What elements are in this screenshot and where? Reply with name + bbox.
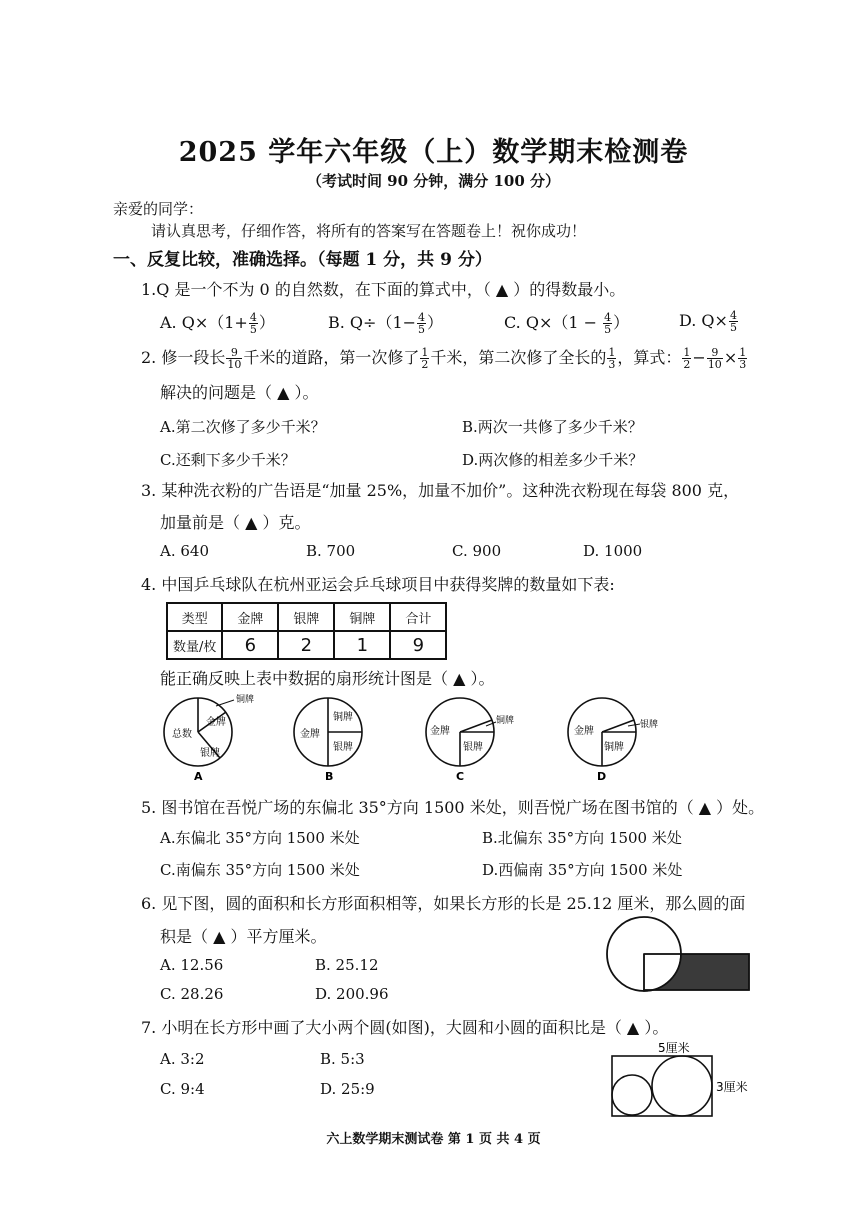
instruction: 请认真思考，仔细作答，将所有的答案写在答题卷上！祝你成功！ [151,222,587,240]
q2-stem: 2. 修一段长 $\frac{9}{10}$ 千米的道路，第一次修了 $\frac{1}{2}$ 千米，第二次修了全长的 $\frac{1}{3}$ ，算式： $\frac{1}{2}$ − $\frac{9}{10}$ × $\frac{1}{3}$ [141,346,747,371]
q5-option-a: A.东偏北 35°方向 1500 米处 [160,829,360,847]
q3-line2: 加量前是（ ▲ ）克。 [160,513,311,532]
medal-table [166,602,447,660]
q2-line2: 解决的问题是（ ▲ ）。 [160,383,319,402]
pie-b-label-silver: 银牌 [333,742,353,753]
q3-option-c: C. 900 [452,542,502,560]
exam-info: （考试时间 90 分钟，满分 100 分） [306,172,561,190]
greeting: 亲爱的同学： [113,200,204,218]
q4-stem: 4. 中国乒乓球队在杭州亚运会乒乓球项目中获得奖牌的数量如下表: [141,575,615,594]
pie-b-label-bronze: 铜牌 [333,712,353,723]
section-1-heading: 一、反复比较，准确选择。（每题 1 分，共 9 分） [113,250,492,270]
pie-options [150,692,800,784]
q7-stem: 7. 小明在长方形中画了大小两个圆(如图)，大圆和小圆的面积比是（ ▲ ）。 [141,1018,669,1037]
pie-d-label-silver: 银牌 [640,720,659,730]
q6-line1: 6. 见下图，圆的面积和长方形面积相等，如果长方形的长是 25.12 厘米，那么圆的面 [141,894,746,913]
q5-option-b: B.北偏东 35°方向 1500 米处 [482,829,682,847]
table-header: 铜牌 [334,603,390,631]
q3-line1: 3. 某种洗衣粉的广告语是“加量 25%，加量不加价”。这种洗衣粉现在每袋 800 克， [141,481,740,500]
pie-c-label-bronze: 铜牌 [496,716,515,726]
q6-option-a: A. 12.56 [160,956,224,974]
pie-a-label-bronze: 铜牌 [236,695,255,705]
pie-b-label-gold: 金牌 [300,729,320,740]
table-header: 金牌 [222,603,278,631]
q1-option-b: B. Q÷（1− $\frac{4}{5}$ ） [328,311,444,336]
pie-a-label-silver: 银牌 [200,748,220,759]
q5-stem: 5. 图书馆在吾悦广场的东偏北 35°方向 1500 米处，则吾悦广场在图书馆的（ ▲ ）处。 [141,798,765,817]
q1-option-a: A. Q×（1+ $\frac{4}{5}$ ） [160,311,275,336]
q6-option-b: B. 25.12 [315,956,379,974]
q7-label-width: 3厘米 [716,1080,748,1094]
q3-option-d: D. 1000 [583,542,643,560]
pie-a [164,693,254,783]
q6-circle-rectangle-figure [604,916,754,996]
table-cell: 9 [390,631,446,659]
table-cell: 2 [278,631,334,659]
q3-option-a: A. 640 [160,542,209,560]
pie-b [294,698,362,783]
q3-option-b: B. 700 [306,542,356,560]
pie-d-label-gold: 金牌 [574,726,594,737]
page-footer: 六上数学期末测试卷 第 1 页 共 4 页 [326,1132,541,1147]
pie-c-label-silver: 银牌 [463,742,483,753]
table-row-label: 数量/枚 [167,631,222,659]
q2-option-b: B.两次一共修了多少千米？ [462,418,643,436]
pie-a-label-total: 总数 [172,729,192,740]
q2-option-a: A.第二次修了多少千米？ [160,418,326,436]
q5-option-c: C.南偏东 35°方向 1500 米处 [160,861,360,879]
pie-c-label-gold: 金牌 [430,726,450,737]
table-row [167,603,446,631]
pie-b-option-letter: B [325,770,334,783]
q7-option-c: C. 9:4 [160,1080,205,1098]
table-header: 银牌 [278,603,334,631]
pie-d-option-letter: D [597,770,607,783]
table-cell: 1 [334,631,390,659]
q1-option-c: C. Q×（1 − $\frac{4}{5}$ ） [504,311,630,336]
pie-d-label-bronze: 铜牌 [604,742,624,753]
table-row [167,631,446,659]
q2-option-c: C.还剩下多少千米？ [160,451,296,469]
q1-option-d: D. Q× $\frac{4}{5}$ [679,309,737,334]
q4-question: 能正确反映上表中数据的扇形统计图是（ ▲ ）。 [160,669,495,688]
pie-c [426,698,514,783]
q6-option-d: D. 200.96 [315,985,389,1003]
q2-option-d: D.两次修的相差多少千米？ [462,451,644,469]
q7-option-a: A. 3:2 [160,1050,205,1068]
table-header: 合计 [390,603,446,631]
page-title: 2025 学年六年级（上）数学期末检测卷 [178,137,689,168]
q5-option-d: D.西偏南 35°方向 1500 米处 [482,861,683,879]
pie-c-option-letter: C [456,770,465,783]
pie-a-label-gold: 金牌 [206,717,226,728]
q6-option-c: C. 28.26 [160,985,224,1003]
q7-two-circles-figure [600,1038,770,1118]
pie-d [568,698,658,783]
q7-option-d: D. 25:9 [320,1080,375,1098]
pie-a-option-letter: A [194,770,203,783]
q6-line2: 积是（ ▲ ）平方厘米。 [160,927,327,946]
table-cell: 6 [222,631,278,659]
q1-stem: 1.Q 是一个不为 0 的自然数，在下面的算式中，（ ▲ ）的得数最小。 [141,280,626,299]
q7-label-length: 5厘米 [658,1041,690,1055]
table-header: 类型 [167,603,222,631]
q7-option-b: B. 5:3 [320,1050,365,1068]
